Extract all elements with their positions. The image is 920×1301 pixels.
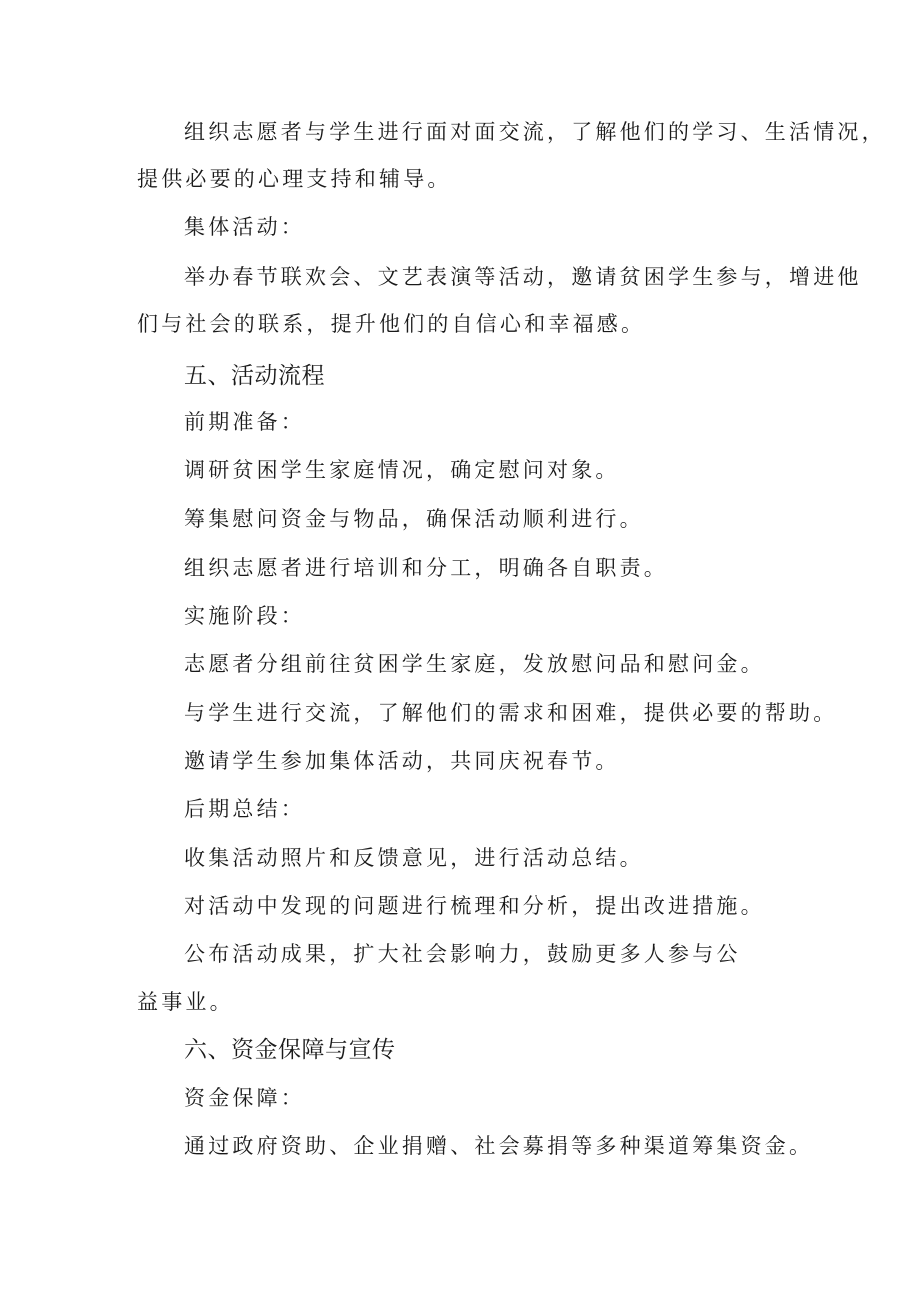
subheading-summary: 后期总结： <box>184 797 305 821</box>
list-item: 公布活动成果，扩大社会影响力，鼓励更多人参与公 <box>184 942 741 966</box>
subheading-preparation: 前期准备： <box>184 410 305 434</box>
paragraph-line: 举办春节联欢会、文艺表演等活动，邀请贫困学生参与，增进他 <box>184 265 862 289</box>
subheading-funding: 资金保障： <box>184 1086 305 1110</box>
list-item-continuation: 益事业。 <box>137 990 234 1014</box>
list-item: 与学生进行交流，了解他们的需求和困难，提供必要的帮助。 <box>184 701 838 725</box>
list-item: 对活动中发现的问题进行梳理和分析，提出改进措施。 <box>184 894 765 918</box>
subheading-implementation: 实施阶段： <box>184 604 305 628</box>
section-heading-activity-process: 五、活动流程 <box>184 363 325 389</box>
paragraph-line: 们与社会的联系，提升他们的自信心和幸福感。 <box>137 312 646 336</box>
subheading-collective-activity: 集体活动： <box>184 215 305 239</box>
list-item: 组织志愿者进行培训和分工，明确各自职责。 <box>184 556 668 580</box>
list-item: 志愿者分组前往贫困学生家庭，发放慰问品和慰问金。 <box>184 652 765 676</box>
list-item: 通过政府资助、企业捐赠、社会募捐等多种渠道筹集资金。 <box>184 1134 814 1158</box>
paragraph-line: 组织志愿者与学生进行面对面交流，了解他们的学习、生活情况， <box>184 120 886 144</box>
section-heading-funding-publicity: 六、资金保障与宣传 <box>184 1037 396 1063</box>
list-item: 筹集慰问资金与物品，确保活动顺利进行。 <box>184 507 644 531</box>
list-item: 调研贫困学生家庭情况，确定慰问对象。 <box>184 458 620 482</box>
paragraph-line: 提供必要的心理支持和辅导。 <box>137 167 452 191</box>
list-item: 邀请学生参加集体活动，共同庆祝春节。 <box>184 749 620 773</box>
list-item: 收集活动照片和反馈意见，进行活动总结。 <box>184 846 644 870</box>
